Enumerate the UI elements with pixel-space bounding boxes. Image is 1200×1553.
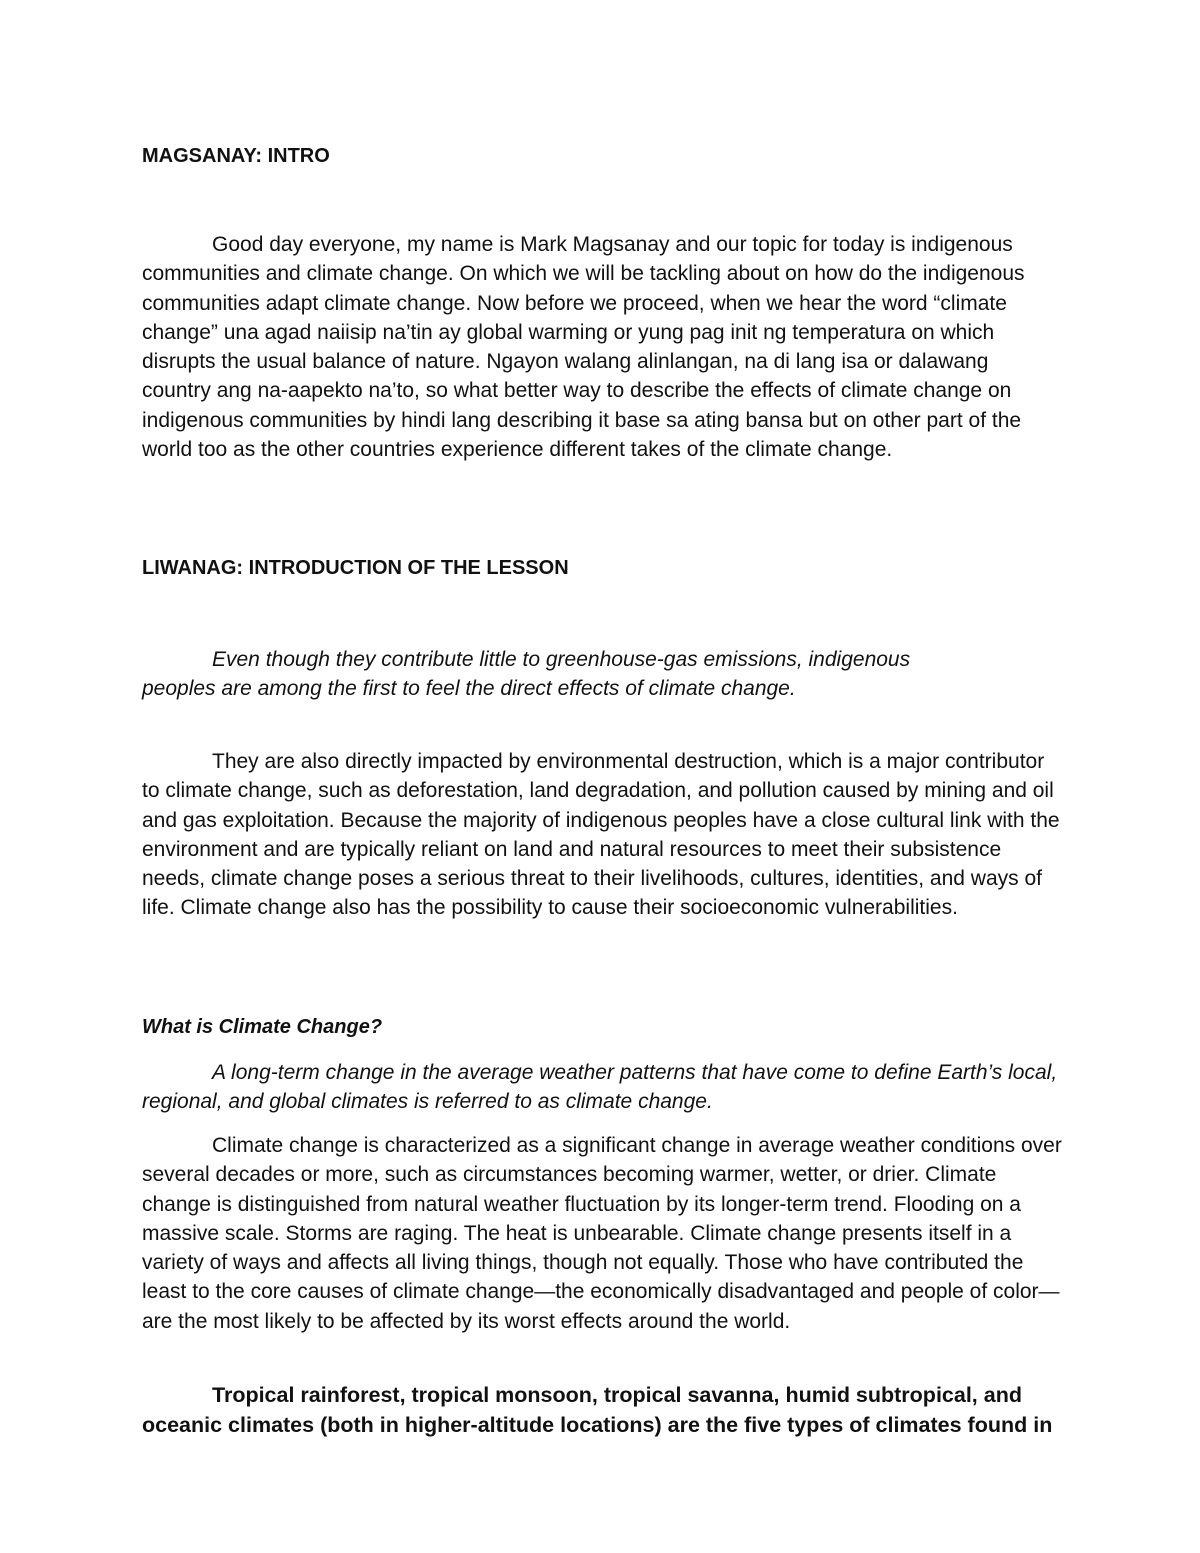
lesson-paragraph: They are also directly impacted by environmental destruction, which is a major contributor to climate change, such as deforestation, land degradation, and pollution caused by mining and oil and gas exploitation. Because the majority of indigenous peoples have a close cultural link with the environment and are typically reliant on land and natural resources to meet their subsistence needs, climate change poses a serious threat to their livelihoods, cultures, identities, and ways of life. Climate change also has the possibility to cause their socioeconomic vulnerabilities.	[142, 750, 1060, 920]
climate-heading: What is Climate Change?	[142, 1016, 383, 1038]
intro-paragraph: Good day everyone, my name is Mark Magsanay and our topic for today is indigenous communities and climate change. On which we will be tackling about on how do the indigenous communities adapt climate change. Now before we proceed, when we hear the word “climate change” una agad naiisip na’tin ay global warming or yung pag init ng temperatura on which disrupts the usual balance of nature. Ngayon walang alinlangan, na di lang isa or dalawang country ang na-aapekto na’to, so what better way to describe the effects of climate change on indigenous communities by hindi lang describing it base sa ating bansa but on other part of the world too as the other countries experience different takes of the climate change.	[142, 233, 1025, 462]
climate-paragraph: Climate change is characterized as a significant change in average weather conditions over several decades or more, such as circumstances becoming warmer, wetter, or drier. Climate change is distinguished from natural weather fluctuation by its longer-term trend. Flooding on a massive scale. Storms are raging. The heat is unbearable. Climate change presents itself in a variety of ways and affects all living things, though not equally. Those who have contributed the least to the core causes of climate change—the economically disadvantaged and people of color—are the most likely to be affected by its worst effects around the world.	[142, 1134, 1062, 1333]
climate-types-paragraph: Tropical rainforest, tropical monsoon, tropical savanna, humid subtropical, and oceanic climates (both in higher-altitude locations) are the five types of climates found in	[142, 1383, 1053, 1437]
intro-heading: MAGSANAY: INTRO	[142, 145, 330, 167]
climate-definition: A long-term change in the average weather patterns that have come to define Earth’s local, regional, and global climates is referred to as climate change.	[142, 1061, 1058, 1114]
lesson-quote: Even though they contribute little to greenhouse-gas emissions, indigenous peoples are among the first to feel the direct effects of climate change.	[142, 648, 911, 701]
lesson-heading: LIWANAG: INTRODUCTION OF THE LESSON	[142, 557, 569, 579]
